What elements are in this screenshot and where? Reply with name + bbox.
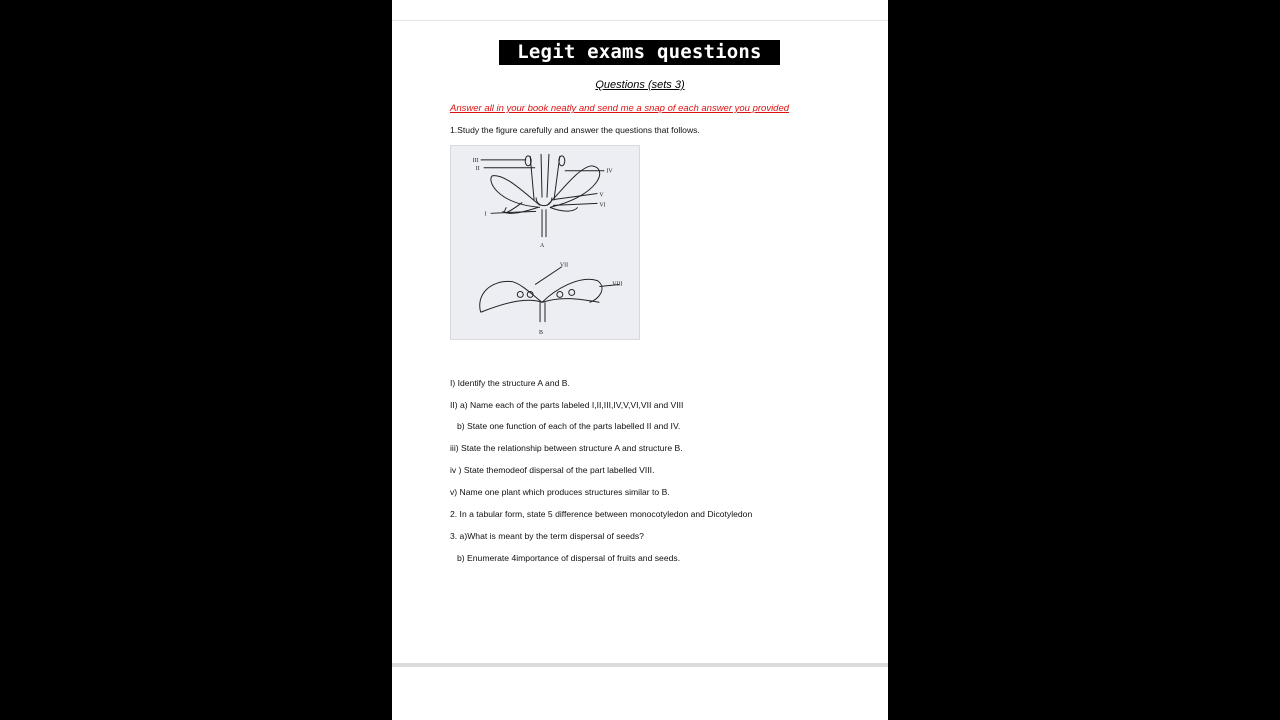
label-VIII: VIII [612,281,623,288]
question-3-a: 3. a)What is meant by the term dispersal of seeds? [450,531,644,541]
question-1-v: v) Name one plant which produces structures similar to B. [450,487,670,497]
top-divider [392,20,888,21]
label-II: II [475,165,480,172]
bottom-divider [392,663,888,667]
label-III: III [472,157,479,164]
question-1-iii: iii) State the relationship between structure A and structure B. [450,443,683,453]
subtitle: Questions (sets 3) [595,79,685,91]
flower-diagram-svg [451,146,639,339]
label-IV: IV [606,168,613,175]
question-1-i: I) Identify the structure A and B. [450,378,570,388]
flower-diagram [450,145,640,340]
document-page [392,0,888,720]
question-1-ii-b: b) State one function of each of the parts labelled II and IV. [457,421,681,431]
label-A: A [540,242,545,249]
question-1-ii-a: II) a) Name each of the parts labeled I,II,III,IV,V,VI,VII and VIII [450,400,684,410]
label-V: V [599,192,604,199]
page-title: Legit exams questions [499,40,780,65]
label-VI: VI [599,202,606,209]
question-1-iv: iv ) State themodeof dispersal of the part labelled VIII. [450,465,655,475]
label-B: B [539,330,544,337]
question-1-intro: 1.Study the figure carefully and answer the questions that follows. [450,125,700,135]
label-VII: VII [559,262,569,269]
question-2: 2. In a tabular form, state 5 difference between monocotyledon and Dicotyledon [450,509,753,519]
question-3-b: b) Enumerate 4importance of dispersal of fruits and seeds. [457,553,681,563]
instruction-text: Answer all in your book neatly and send me a snap of each answer you provided [450,103,790,114]
label-I: I [484,211,487,218]
